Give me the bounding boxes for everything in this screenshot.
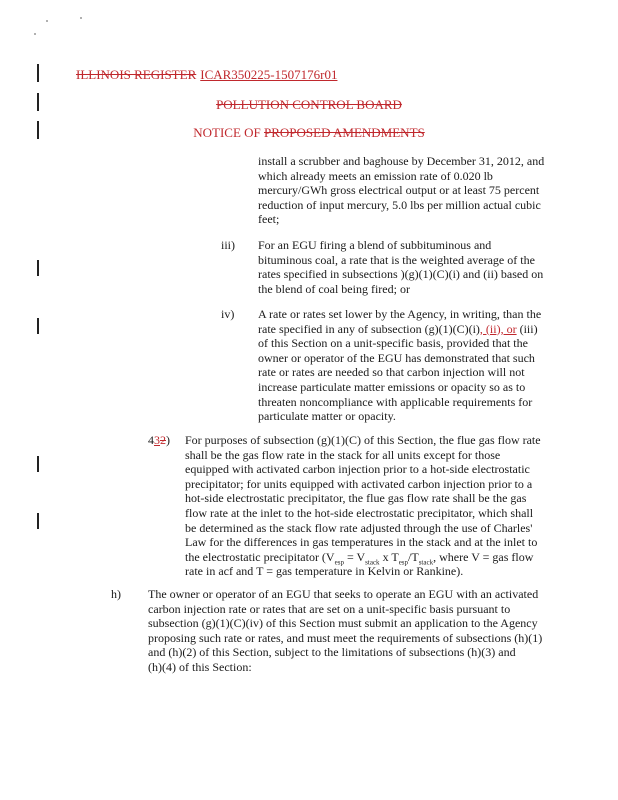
register-header — [76, 67, 337, 83]
text-line: precipitator; for units equipped with activated carbon injection prior to a — [185, 476, 533, 491]
text-line: Law for the differences in gas temperatures in the stack and at the inlet to — [185, 535, 538, 550]
text-line: increase particulate matter emissions or opacity so as to — [258, 379, 526, 394]
text-line: equipped with activated carbon injection prior to a hot-side electrostatic — [185, 462, 530, 477]
text-line: feet; — [258, 212, 280, 227]
change-bar — [37, 64, 39, 82]
formula-line — [185, 550, 555, 565]
inserted-text: 3 — [154, 433, 160, 447]
notice-strike: PROPOSED AMENDMENTS — [264, 125, 425, 140]
scan-speck — [80, 17, 82, 19]
label-part: ) — [166, 433, 170, 447]
change-bar — [37, 260, 39, 276]
register-insert: ICAR350225-1507176r01 — [200, 67, 338, 82]
scan-speck — [34, 33, 36, 35]
text-span: x T — [379, 549, 399, 564]
text-span: /T — [408, 549, 419, 564]
item-42-text — [185, 433, 555, 579]
inserted-text: , (ii), or — [479, 321, 517, 336]
deleted-text: 2 — [160, 433, 166, 447]
board-title — [0, 97, 618, 113]
text-span: , where V = gas flow — [433, 549, 534, 564]
continuation-paragraph — [258, 154, 558, 227]
text-line: rates specified in subsections )(g)(1)(C)(i) and (ii) based on — [258, 267, 544, 282]
board-title-text: POLLUTION CONTROL BOARD — [216, 97, 402, 112]
change-bar — [37, 513, 39, 529]
subscript: stack — [365, 558, 380, 567]
text-line: bituminous coal, a rate that is the weighted average of the — [258, 252, 535, 267]
item-iii-label: iii) — [221, 238, 235, 252]
text-line: be determined as the stack flow rate adjusted through the use of Charles' — [185, 520, 533, 535]
text-line: For an EGU firing a blend of subbituminous and — [258, 238, 492, 252]
item-h-label: h) — [111, 587, 121, 601]
notice-prefix: NOTICE OF — [193, 125, 265, 140]
text-line: hot-side electrostatic precipitator, the flue gas flow rate shall be the gas — [185, 491, 527, 506]
text-line — [258, 322, 558, 337]
change-bar — [37, 318, 39, 334]
text-line: install a scrubber and baghouse by December 31, 2012, and — [258, 154, 545, 168]
text-span: (iii) — [516, 321, 538, 336]
text-line: proposing such rate or rates, and must meet the requirements of subsections (h)(1) — [148, 630, 543, 645]
text-line: the blend of coal being fired; or — [258, 281, 410, 296]
text-line: (h)(4) of this Section: — [148, 659, 252, 674]
text-line: carbon injection rate or rates that are set on a unit-specific basis pursuant to — [148, 601, 511, 616]
text-line: The owner or operator of an EGU that seeks to operate an EGU with an activated — [148, 587, 539, 601]
text-line: of this Section on a unit-specific basis, provided that the — [258, 336, 528, 351]
item-iii-text — [258, 238, 558, 296]
text-line: flow rate at the inlet to the hot-side electrostatic precipitator, which shall — [185, 505, 534, 520]
subscript: esp — [398, 558, 409, 567]
text-line: For purposes of subsection (g)(1)(C) of this Section, the flue gas flow rate — [185, 433, 541, 447]
item-42-label — [148, 433, 170, 448]
text-line: rate or rates are needed so that carbon injection will not — [258, 365, 525, 380]
change-bar — [37, 456, 39, 472]
text-line: mercury/GWh gross electrical output or at least 75 percent — [258, 183, 540, 198]
text-span: rate specified in any of subsection (g)(1)(C)(i) — [258, 321, 480, 336]
text-line: shall be the gas flow rate in the stack for all units except for those — [185, 447, 501, 462]
subscript: esp — [334, 558, 344, 567]
item-iv-label: iv) — [221, 307, 235, 321]
item-h-text — [148, 587, 558, 675]
text-line: rate in acf and T = gas temperature in Kelvin or Rankine). — [185, 564, 464, 579]
text-span: the electrostatic precipitator (V — [185, 549, 335, 564]
text-line: and (h)(2) of this Section, subject to the limitations of subsections (h)(3) and — [148, 645, 516, 660]
text-line: A rate or rates set lower by the Agency, in writing, than the — [258, 307, 542, 321]
notice-title — [0, 125, 618, 141]
text-line: threaten noncompliance with applicable requirements for — [258, 394, 533, 409]
register-strike: ILLINOIS REGISTER — [76, 67, 197, 82]
text-line: owner or operator of the EGU has demonstrated that such — [258, 350, 535, 365]
text-line: reduction of input mercury, 5.0 lbs per million actual cubic — [258, 197, 541, 212]
scan-speck — [46, 20, 48, 22]
text-line: which already meets an emission rate of 0.020 lb — [258, 168, 493, 183]
text-line: subsection (g)(1)(C)(iv) of this Section must submit an application to the Agency — [148, 616, 538, 631]
subscript: stack — [418, 558, 434, 567]
text-span: = V — [343, 549, 366, 564]
item-iv-text — [258, 307, 558, 424]
text-line: particulate matter or opacity. — [258, 409, 396, 424]
label-part: 4 — [148, 433, 154, 447]
